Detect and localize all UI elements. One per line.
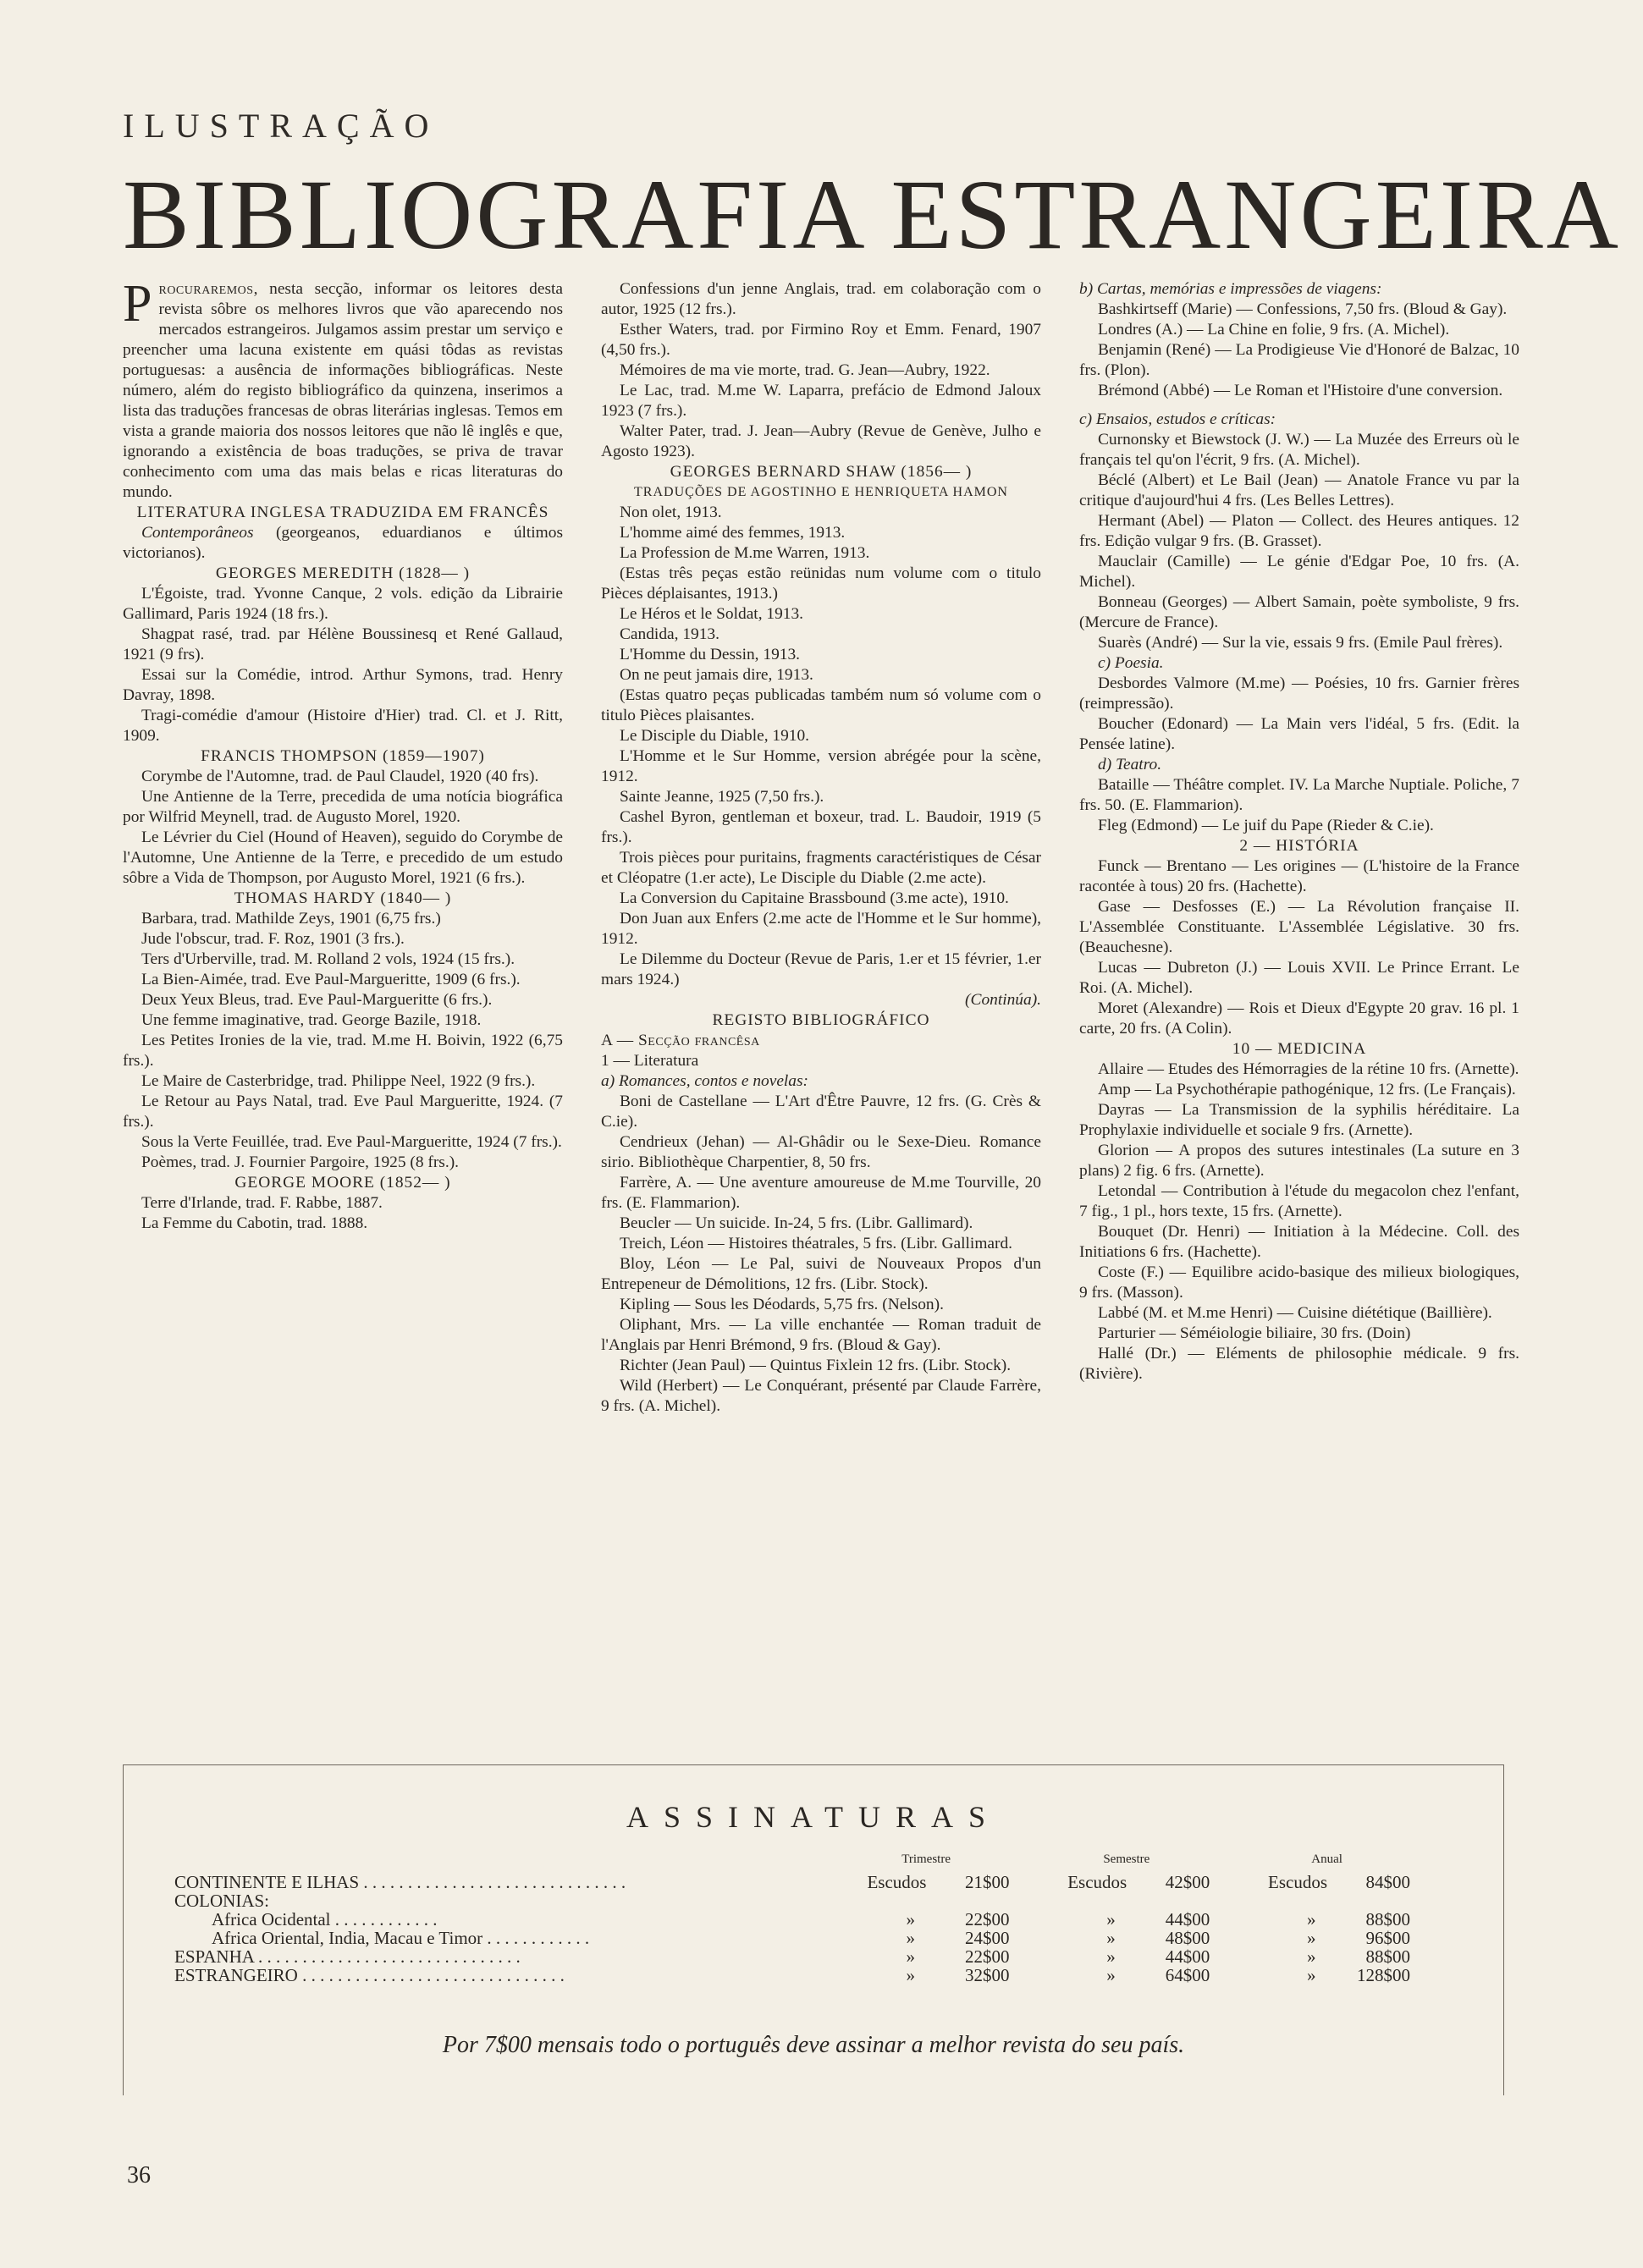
- section-heading: 2 — HISTÓRIA: [1239, 837, 1359, 855]
- author-heading: THOMAS HARDY (1840— ): [234, 889, 452, 907]
- category-label: c) Ensaios, estudos e críticas:: [1079, 410, 1276, 428]
- price-cell: » 88$00: [1307, 1909, 1410, 1929]
- entry: Sous la Verte Feuillée, trad. Eve Paul-Margueritte, 1924 (7 frs.).: [141, 1133, 562, 1151]
- entry: Deux Yeux Bleus, trad. Eve Paul-Margueritte (6 frs.).: [141, 991, 493, 1009]
- entry: Coste (F.) — Equilibre acido-basique des milieux biologiques, 9 frs. (Masson).: [1079, 1263, 1519, 1302]
- entry: La Conversion du Capitaine Brassbound (3.me acte), 1910.: [620, 889, 1009, 907]
- price-cell: [1026, 1891, 1227, 1910]
- entry: Benjamin (René) — La Prodigieuse Vie d'Honoré de Balzac, 10 frs. (Plon).: [1079, 341, 1519, 379]
- page-title: BIBLIOGRAFIA ESTRANGEIRA: [123, 159, 1622, 270]
- entry: Candida, 1913.: [620, 625, 720, 643]
- entry: Mauclair (Camille) — Le génie d'Edgar Poe, 10 frs. (A. Michel).: [1079, 553, 1519, 591]
- entry: Béclé (Albert) et Le Bail (Jean) — Anatole France vu par la critique d'aujourd'hui 4 frs. (Les Belles Lettres).: [1079, 471, 1519, 509]
- table-row: [174, 1929, 1427, 1947]
- entry: Contemporâneos (georgeanos, eduardianos e últimos victorianos).: [123, 524, 563, 562]
- entry: Walter Pater, trad. J. Jean—Aubry (Revue de Genève, Julho e Agosto 1923).: [601, 422, 1041, 460]
- region-label: ESPANHA . . . . . . . . . . . . . . . . . . . . . . . . . . . . . .: [174, 1947, 521, 1966]
- entry: La Femme du Cabotin, trad. 1888.: [141, 1214, 368, 1232]
- subscriptions-table: [174, 1846, 1427, 1984]
- price-cell: [1227, 1891, 1427, 1910]
- author-heading: FRANCIS THOMPSON (1859—1907): [201, 747, 485, 765]
- price-cell: » 22$00: [906, 1909, 1010, 1929]
- entry: Cashel Byron, gentleman et boxeur, trad. L. Baudoir, 1919 (5 frs.).: [601, 808, 1041, 846]
- entry: Bouquet (Dr. Henri) — Initiation à la Médecine. Coll. des Initiations 6 frs. (Hachette).: [1079, 1223, 1519, 1261]
- entry: (Estas quatro peças publicadas também num só volume com o titulo Pièces plaisantes.: [601, 686, 1041, 724]
- price-cell: Escudos 84$00: [1268, 1872, 1410, 1892]
- price-cell: » 32$00: [906, 1965, 1010, 1985]
- entry: Hermant (Abel) — Platon — Collect. des Heures antiques. 12 frs. Edição vulgar 9 frs. (B. Grasset).: [1079, 512, 1519, 550]
- entry: Non olet, 1913.: [620, 504, 722, 521]
- entry: On ne peut jamais dire, 1913.: [620, 666, 813, 684]
- subscriptions-title: ASSINATURAS: [626, 1800, 1001, 1834]
- entry: Le Maire de Casterbridge, trad. Philippe Neel, 1922 (9 frs.).: [141, 1072, 536, 1090]
- entry: Curnonsky et Biewstock (J. W.) — La Muzée des Erreurs où le français tel qu'on l'écrit, 9 frs. (A. Michel).: [1079, 431, 1519, 469]
- entry: L'Homme et le Sur Homme, version abrégée pour la scène, 1912.: [601, 747, 1041, 785]
- subscription-slogan: Por 7$00 mensais todo o português deve assinar a melhor revista do seu país.: [442, 2032, 1185, 2058]
- table-row: [174, 1873, 1427, 1891]
- region-label: COLONIAS:: [174, 1891, 270, 1910]
- entry: Sainte Jeanne, 1925 (7,50 frs.).: [620, 788, 824, 806]
- page-number: 36: [127, 2162, 151, 2188]
- entry: Wild (Herbert) — Le Conquérant, présenté par Claude Farrère, 9 frs. (A. Michel).: [601, 1377, 1041, 1415]
- entry: Le Dilemme du Docteur (Revue de Paris, 1.er et 15 février, 1.er mars 1924.): [601, 950, 1041, 988]
- entry: L'Homme du Dessin, 1913.: [620, 646, 801, 663]
- intro-paragraph: Procuraremos, nesta secção, informar os leitores desta revista sôbre os melhores livros que vão aparecendo nos mercados estrangeiros. Julgamos assim prestar um serviço e preencher uma lacuna existente em quási tôdas as revistas portuguesas: a ausência de informações bibliográficas. Neste número, além do registo bibliográfico da quinzena, inserimos a lista das traduções francesas de obras literárias inglesas. Temos em vista a grande maioria dos nossos leitores que não lê inglês e que, ignorando a existência de boas traduções, se priva de travar conhecimento com uma das mais belas e ricas literaturas do mundo.: [123, 279, 563, 501]
- entry: Le Retour au Pays Natal, trad. Eve Paul Margueritte, 1924. (7 frs.).: [123, 1093, 563, 1131]
- entry: Cendrieux (Jehan) — Al-Ghâdir ou le Sexe-Dieu. Romance sirio. Bibliothèque Charpentier, 8, 50 frs.: [601, 1133, 1041, 1171]
- price-cell: » 64$00: [1106, 1965, 1210, 1985]
- entry: Une femme imaginative, trad. George Bazile, 1918.: [141, 1011, 482, 1029]
- article-body: [123, 279, 1519, 1735]
- price-cell: » 24$00: [906, 1928, 1010, 1948]
- column-1: [123, 279, 563, 1735]
- author-heading: GEORGES MEREDITH (1828— ): [215, 564, 471, 582]
- entry: Hallé (Dr.) — Eléments de philosophie médicale. 9 frs. (Rivière).: [1079, 1345, 1519, 1383]
- entry: Le Lac, trad. M.me W. Laparra, prefácio de Edmond Jaloux 1923 (7 frs.).: [601, 382, 1041, 420]
- entry: Confessions d'un jenne Anglais, trad. em colaboração com o autor, 1925 (12 frs.).: [601, 280, 1041, 318]
- category-label: c) Poesia.: [1098, 654, 1164, 672]
- author-heading: GEORGE MOORE (1852— ): [234, 1174, 451, 1192]
- region-label: ESTRANGEIRO . . . . . . . . . . . . . . . . . . . . . . . . . . . . . .: [174, 1966, 565, 1984]
- table-row: [174, 1891, 1427, 1910]
- entry: Kipling — Sous les Déodards, 5,75 frs. (Nelson).: [620, 1296, 944, 1313]
- table-row: [174, 1947, 1427, 1966]
- entry: Une Antienne de la Terre, precedida de uma notícia biográfica por Wilfrid Meynell, trad. de Augusto Morel, 1920.: [123, 788, 563, 826]
- entry: Richter (Jean Paul) — Quintus Fixlein 12 frs. (Libr. Stock).: [620, 1357, 1012, 1374]
- continued-note: (Continúa).: [965, 991, 1041, 1009]
- entry: Poèmes, trad. J. Fournier Pargoire, 1925 (8 frs.).: [141, 1153, 460, 1171]
- region-label: CONTINENTE E ILHAS . . . . . . . . . . . . . . . . . . . . . . . . . . . . . .: [174, 1873, 626, 1891]
- entry: Esther Waters, trad. por Firmino Roy et Emm. Fenard, 1907 (4,50 frs.).: [601, 321, 1041, 359]
- entry: Don Juan aux Enfers (2.me acte de l'Homme et le Sur homme), 1912.: [601, 910, 1041, 948]
- subscriptions-box: [123, 1764, 1504, 2095]
- subscriptions-rows: [174, 1873, 1427, 1984]
- column-header: Semestre: [1103, 1852, 1150, 1866]
- column-2: [601, 279, 1041, 1735]
- section-heading: REGISTO BIBLIOGRÁFICO: [712, 1011, 930, 1029]
- dot-leader: . . . . . . . . . . . .: [482, 1929, 590, 1947]
- translators-line: TRADUÇÕES DE AGOSTINHO E HENRIQUETA HAMON: [634, 485, 1008, 499]
- entry: Bloy, Léon — Le Pal, suivi de Nouveaux Propos d'un Entrepeneur de Démolitions, 12 frs. (Libr. Stock).: [601, 1255, 1041, 1293]
- column-3: [1079, 279, 1519, 1735]
- subsection-label: A — Secção francêsa: [601, 1032, 760, 1049]
- entry: Beucler — Un suicide. In-24, 5 frs. (Libr. Gallimard).: [620, 1214, 973, 1232]
- entry: Moret (Alexandre) — Rois et Dieux d'Egypte 20 grav. 16 pl. 1 carte, 20 frs. (A Colin).: [1079, 999, 1519, 1038]
- category-label: b) Cartas, memórias e impressões de viagens:: [1079, 280, 1382, 298]
- category-label: d) Teatro.: [1098, 756, 1162, 773]
- entry: Oliphant, Mrs. — La ville enchantée — Roman traduit de l'Anglais par Henri Brémond, 9 frs. (Bloud & Gay).: [601, 1316, 1041, 1354]
- entry: Funck — Brentano — Les origines — (L'histoire de la France racontée à tous) 20 frs. (Hachette).: [1079, 857, 1519, 895]
- entry: Brémond (Abbé) — Le Roman et l'Histoire d'une conversion.: [1098, 382, 1503, 399]
- entry: Letondal — Contribution à l'étude du megacolon chez l'enfant, 7 fig., 1 pl., hors texte, 15 frs. (Arnette).: [1079, 1182, 1519, 1220]
- entry: Treich, Léon — Histoires théatrales, 5 frs. (Libr. Gallimard.: [620, 1235, 1013, 1252]
- table-row: [174, 1910, 1427, 1929]
- entry: Le Héros et le Soldat, 1913.: [620, 605, 804, 623]
- drop-cap: P: [123, 279, 152, 333]
- entry: La Profession de M.me Warren, 1913.: [620, 544, 870, 562]
- price-cell: [826, 1891, 1027, 1910]
- entry: Suarès (André) — Sur la vie, essais 9 frs. (Emile Paul frères).: [1098, 634, 1503, 652]
- region-label: Africa Ocidental . . . . . . . . . . . .: [212, 1910, 438, 1929]
- entry: Amp — La Psychothérapie pathogénique, 12 frs. (Le Français).: [1098, 1081, 1516, 1098]
- entry: Lucas — Dubreton (J.) — Louis XVII. Le Prince Errant. Le Roi. (A. Michel).: [1079, 959, 1519, 997]
- entry: Bonneau (Georges) — Albert Samain, poète symboliste, 9 frs. (Mercure de France).: [1079, 593, 1519, 631]
- entry: Glorion — A propos des sutures intestinales (La suture en 3 plans) 2 fig. 6 frs. (Arnette).: [1079, 1142, 1519, 1180]
- dot-leader: . . . . . . . . . . . . . . . . . . . . . . . . . . . . . .: [359, 1873, 626, 1891]
- entry: Londres (A.) — La Chine en folie, 9 frs. (A. Michel).: [1098, 321, 1450, 339]
- entry: Fleg (Edmond) — Le juif du Pape (Rieder & C.ie).: [1098, 817, 1434, 834]
- entry: Boni de Castellane — L'Art d'Être Pauvre, 12 frs. (G. Crès & C.ie).: [601, 1093, 1041, 1131]
- magazine-name: ILUSTRAÇÃO: [123, 107, 439, 145]
- price-cell: » 48$00: [1106, 1928, 1210, 1948]
- price-cell: » 128$00: [1307, 1965, 1410, 1985]
- section-heading: LITERATURA INGLESA TRADUZIDA EM FRANCÊS: [136, 504, 549, 521]
- price-cell: » 96$00: [1307, 1928, 1410, 1948]
- price-cell: Escudos 21$00: [867, 1872, 1010, 1892]
- table-header-row: [174, 1846, 1427, 1873]
- entry: Corymbe de l'Automne, trad. de Paul Claudel, 1920 (40 frs).: [141, 768, 539, 785]
- entry: (Estas três peças estão reünidas num volume com o titulo Pièces déplaisantes, 1913.): [601, 564, 1041, 603]
- entry: La Bien-Aimée, trad. Eve Paul-Margueritte, 1909 (6 frs.).: [141, 971, 521, 988]
- entry: Barbara, trad. Mathilde Zeys, 1901 (6,75 frs.): [141, 910, 441, 928]
- dot-leader: . . . . . . . . . . . . . . . . . . . . . . . . . . . . . .: [297, 1966, 565, 1984]
- entry: Mémoires de ma vie morte, trad. G. Jean—Aubry, 1922.: [620, 361, 990, 379]
- entry: Terre d'Irlande, trad. F. Rabbe, 1887.: [141, 1194, 383, 1212]
- entry: Gase — Desfosses (E.) — La Révolution française II. L'Assemblée Constituante. L'Assemblée Législative. 30 frs. (Beauchesne).: [1079, 898, 1519, 956]
- price-cell: » 44$00: [1106, 1946, 1210, 1967]
- table-row: [174, 1966, 1427, 1984]
- entry: Jude l'obscur, trad. F. Roz, 1901 (3 frs.).: [141, 930, 405, 948]
- section-heading: 10 — MEDICINA: [1232, 1040, 1367, 1058]
- entry: Farrère, A. — Une aventure amoureuse de M.me Tourville, 20 frs. (E. Flammarion).: [601, 1174, 1041, 1212]
- entry: L'homme aimé des femmes, 1913.: [620, 524, 846, 542]
- entry: Tragi-comédie d'amour (Histoire d'Hier) trad. Cl. et J. Ritt, 1909.: [123, 707, 563, 745]
- subsection-label: 1 — Literatura: [601, 1052, 699, 1070]
- author-heading: GEORGES BERNARD SHAW (1856— ): [670, 463, 973, 481]
- entry: Ters d'Urberville, trad. M. Rolland 2 vols, 1924 (15 frs.).: [141, 950, 516, 968]
- entry: Parturier — Séméiologie biliaire, 30 frs. (Doin): [1098, 1324, 1411, 1342]
- entry: Dayras — La Transmission de la syphilis héréditaire. La Prophylaxie individuelle et sociale 9 frs. (Arnette).: [1079, 1101, 1519, 1139]
- entry: Bataille — Théâtre complet. IV. La Marche Nuptiale. Poliche, 7 frs. 50. (E. Flammarion).: [1079, 776, 1519, 814]
- region-label: Africa Oriental, India, Macau e Timor . . . . . . . . . . . .: [212, 1929, 590, 1947]
- entry: L'Égoiste, trad. Yvonne Canque, 2 vols. edição da Librairie Gallimard, Paris 1924 (18 frs.).: [123, 585, 563, 623]
- entry: Le Disciple du Diable, 1910.: [620, 727, 810, 745]
- entry: Boucher (Edonard) — La Main vers l'idéal, 5 frs. (Edit. la Pensée latine).: [1079, 715, 1519, 753]
- entry: Shagpat rasé, trad. par Hélène Boussinesq et René Gallaud, 1921 (9 frs).: [123, 625, 563, 663]
- dot-leader: . . . . . . . . . . . .: [330, 1910, 438, 1929]
- column-header: Trimestre: [901, 1852, 951, 1866]
- price-cell: » 44$00: [1106, 1909, 1210, 1929]
- category-label: a) Romances, contos e novelas:: [601, 1072, 809, 1090]
- price-cell: Escudos 42$00: [1067, 1872, 1210, 1892]
- entry: Labbé (M. et M.me Henri) — Cuisine diététique (Baillière).: [1098, 1304, 1492, 1322]
- entry: Desbordes Valmore (M.me) — Poésies, 10 frs. Garnier frères (reimpressão).: [1079, 674, 1519, 713]
- entry: Bashkirtseff (Marie) — Confessions, 7,50 frs. (Bloud & Gay).: [1098, 300, 1508, 318]
- column-header: Anual: [1311, 1852, 1343, 1866]
- price-cell: » 22$00: [906, 1946, 1010, 1967]
- entry: Les Petites Ironies de la vie, trad. M.me H. Boivin, 1922 (6,75 frs.).: [123, 1032, 563, 1070]
- entry: Trois pièces pour puritains, fragments caractéristiques de César et Cléopatre (1.er acte), Le Disciple du Diable (2.me acte).: [601, 849, 1041, 887]
- entry: Le Lévrier du Ciel (Hound of Heaven), seguido do Corymbe de l'Automne, Une Antienne de la Terre, e precedido de um estudo sôbre a Vida de Thompson, por Augusto Morel, 1921 (6 frs.).: [123, 828, 563, 887]
- price-cell: » 88$00: [1307, 1946, 1410, 1967]
- entry: Allaire — Etudes des Hémorragies de la rétine 10 frs. (Arnette).: [1098, 1060, 1519, 1078]
- dot-leader: . . . . . . . . . . . . . . . . . . . . . . . . . . . . . .: [253, 1947, 521, 1966]
- entry: Essai sur la Comédie, introd. Arthur Symons, trad. Henry Davray, 1898.: [123, 666, 563, 704]
